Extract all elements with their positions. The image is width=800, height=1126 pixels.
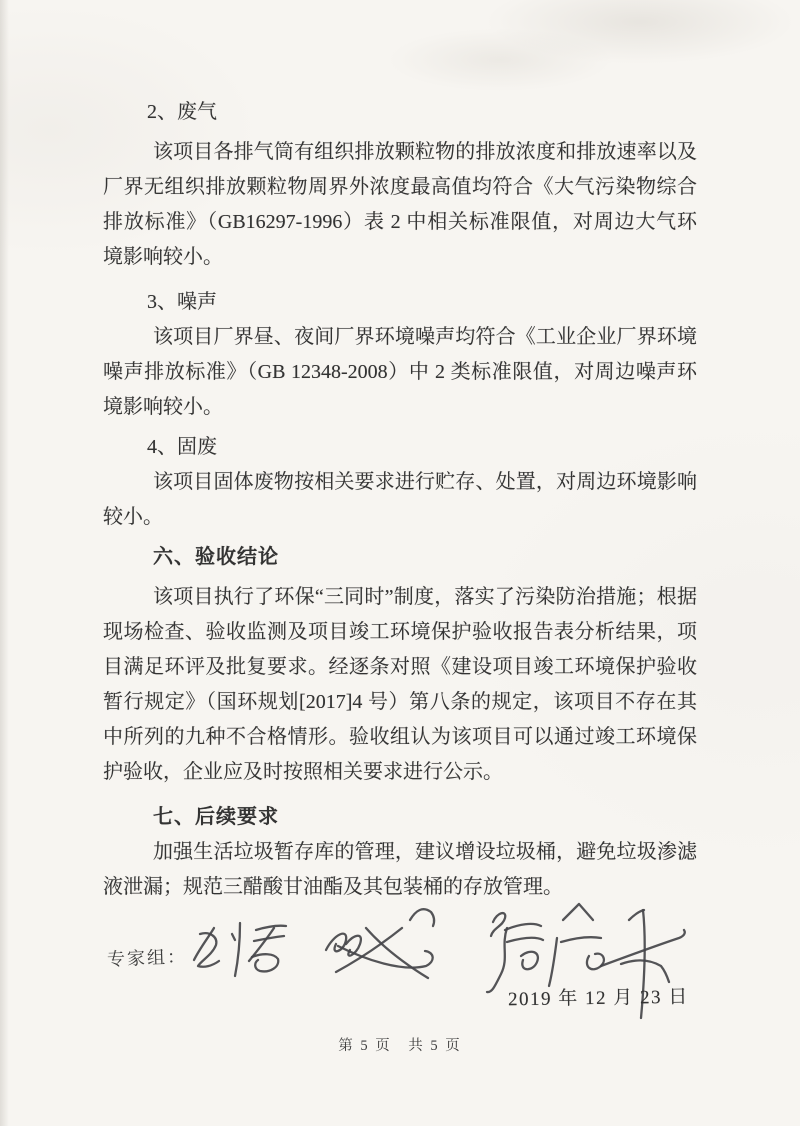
paragraph-follow-up-requirements: 加强生活垃圾暂存库的管理，建议增设垃圾桶，避免垃圾渗滤液泄漏；规范三醋酸甘油酯及其包装桶的存放管理。 bbox=[103, 841, 697, 898]
section-heading-noise: 3、噪声 bbox=[147, 291, 217, 313]
section-heading-acceptance-conclusion: 六、验收结论 bbox=[153, 546, 279, 568]
section-heading-waste-gas: 2、废气 bbox=[147, 101, 217, 123]
document-body bbox=[103, 0, 697, 905]
handwritten-signature-1 bbox=[186, 916, 301, 986]
handwritten-signature-2 bbox=[310, 898, 450, 988]
page-number-footer: 第 5 页 共 5 页 bbox=[338, 1038, 462, 1054]
section-heading-follow-up-requirements: 七、后续要求 bbox=[153, 806, 279, 828]
paragraph-solid-waste: 该项目固体废物按相关要求进行贮存、处置，对周边环境影响较小。 bbox=[103, 471, 697, 528]
section-heading-solid-waste: 4、固废 bbox=[147, 436, 217, 458]
paragraph-noise: 该项目厂界昼、夜间厂界环境噪声均符合《工业企业厂界环境噪声排放标准》（GB 12348-2008）中 2 类标准限值，对周边噪声环境影响较小。 bbox=[103, 326, 697, 418]
expert-group-label: 专家组： bbox=[106, 946, 188, 970]
signature-date: 2019 年 12 月 23 日 bbox=[507, 986, 689, 1011]
paragraph-waste-gas: 该项目各排气筒有组织排放颗粒物的排放浓度和排放速率以及厂界无组织排放颗粒物周界外浓度最高值均符合《大气污染物综合排放标准》（GB16297-1996）表 2 中相关标准限值，对周边大气环境影响较小。 bbox=[103, 141, 697, 268]
paragraph-acceptance-conclusion: 该项目执行了环保“三同时”制度，落实了污染防治措施；根据现场检查、验收监测及项目竣工环境保护验收报告表分析结果，项目满足环评及批复要求。经逐条对照《建设项目竣工环境保护验收暂行规定》（国环规划[2017]4 号）第八条的规定，该项目不存在其中所列的九种不合格情形。验收组认为该项目可以通过竣工环境保护验收，企业应及时按照相关要求进行公示。 bbox=[103, 586, 697, 783]
